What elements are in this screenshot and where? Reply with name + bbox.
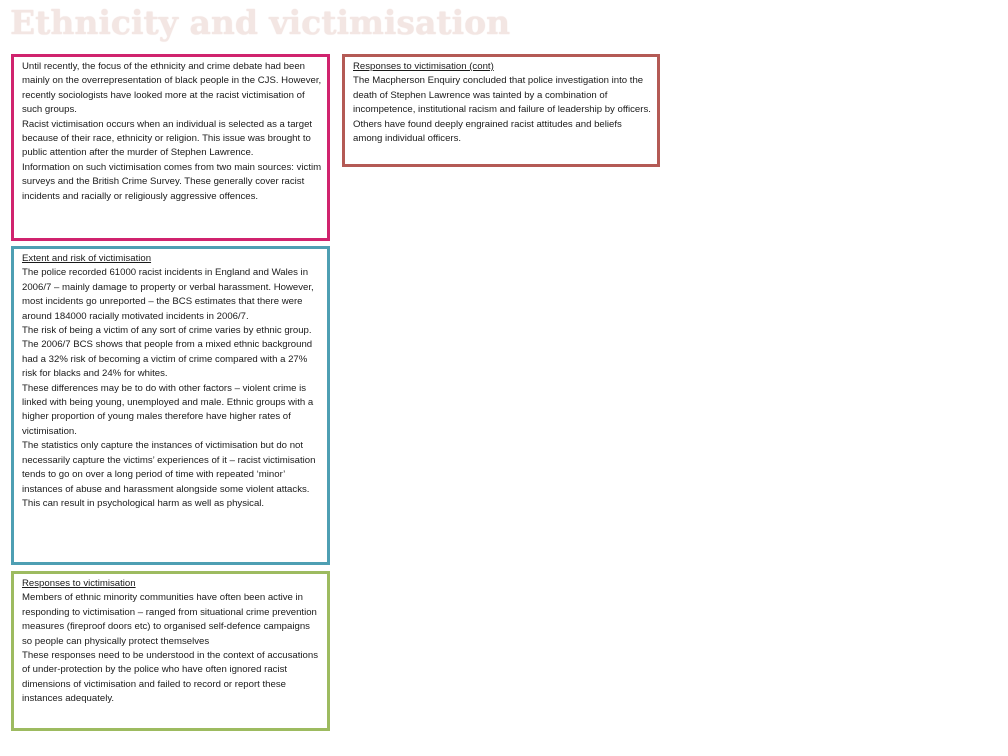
extent-paragraph-3: These differences may be to do with other factors – violent crime is linked with being young, unemployed and male. Ethnic groups with a higher proportion of young males therefore have higher rates of victimisation.: [22, 382, 314, 437]
intro-box: [11, 54, 330, 241]
responses-paragraph-1: Members of ethnic minority communities have often been active in responding to victimisation – ranged from situational crime prevention measures (fireproof doors etc) to organised self-defence campaigns so people can physically protect themselves: [22, 592, 317, 647]
extent-paragraph-2: The risk of being a victim of any sort of crime varies by ethnic group. The 2006/7 BCS shows that people from a mixed ethnic background had a 32% risk of becoming a victim of crime compared with a 27% risk for blacks and 24% for whites.: [22, 325, 313, 380]
extent-paragraph-4: The statistics only capture the instances of victimisation but do not necessarily capture the victims’ experiences of it – racist victimisation tends to go on over a long period of time with repeated ‘minor’ instances of abuse and harassment alongside some violent attacks. This can result in psychological harm as well as physical.: [22, 440, 316, 509]
responses-box: [11, 571, 330, 731]
intro-paragraph-2: Racist victimisation occurs when an individual is selected as a target because of their race, ethnicity or religion. This issue was brought to public attention after the murder of Stephen Lawrence.: [22, 118, 313, 159]
intro-paragraph-3: Information on such victimisation comes from two main sources: victim surveys and the British Crime Survey. These generally cover racist incidents and racially or religiously aggressive offences.: [22, 161, 322, 202]
responses-heading: Responses to victimisation: [22, 578, 136, 589]
responses-cont-heading: Responses to victimisation (cont): [353, 61, 494, 72]
responses-cont-box: [342, 54, 660, 167]
page-title: Ethnicity and victimisation: [10, 3, 511, 42]
responses-paragraph-2: These responses need to be understood in the context of accusations of under-protection by the police who have often ignored racist dimensions of victimisation and failed to record or report these instances adequately.: [22, 650, 319, 705]
responses-cont-paragraph-1: The Macpherson Enquiry concluded that police investigation into the death of Stephen Lawrence was tainted by a combination of incompetence, institutional racism and failure of leadership by officers. Others have found deeply engrained racist attitudes and beliefs among individual officers.: [353, 75, 651, 145]
extent-paragraph-1: The police recorded 61000 racist incidents in England and Wales in 2006/7 – mainly damage to property or verbal harassment. However, most incidents go unreported – the BCS estimates that there were around 184000 racially motivated incidents in 2006/7.: [22, 267, 314, 322]
extent-risk-box: [11, 246, 330, 565]
intro-paragraph-1: Until recently, the focus of the ethnicity and crime debate had been mainly on the overrepresentation of black people in the CJS. However, recently sociologists have looked more at the racist victimisation of such groups.: [22, 61, 322, 116]
extent-risk-heading: Extent and risk of victimisation: [22, 253, 152, 264]
